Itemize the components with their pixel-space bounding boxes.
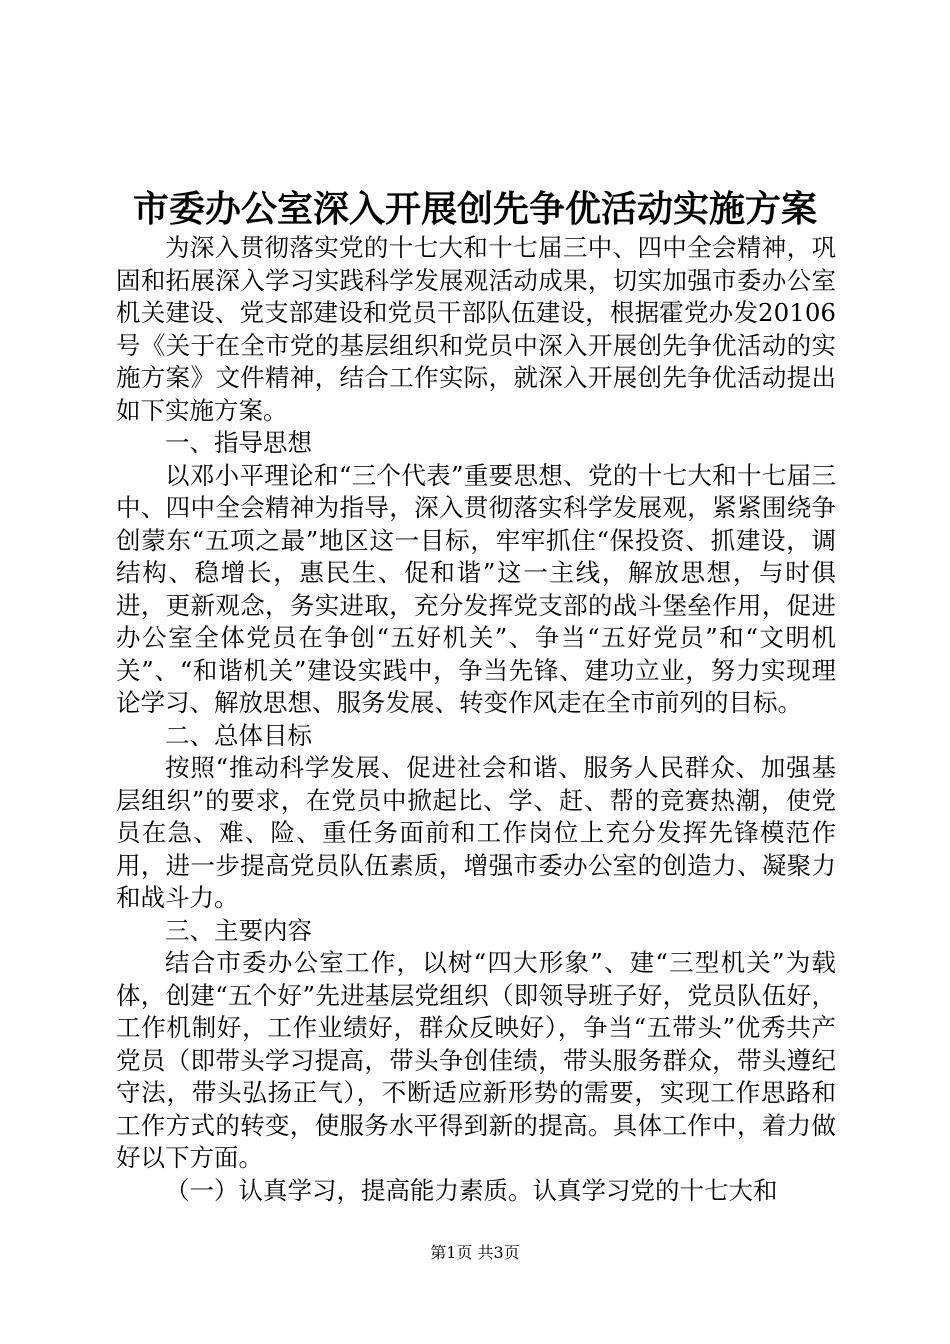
section-paragraph-guiding-ideology: 以邓小平理论和“三个代表”重要思想、党的十七大和十七届三中、四中全会精神为指导，深入贯彻落实科学发展观，紧紧围绕争创蒙东“五项之最”地区这一目标，牢牢抓住“保投资、抓建设，调结构、稳增长，惠民生、促和谐”这一主线，解放思想，与时俱进，更新观念，务实进取，充分发挥党支部的战斗堡垒作用，促进办公室全体党员在争创“五好机关”、争当“五好党员”和“文明机关”、“和谐机关”建设实践中，争当先锋、建功立业，努力实现理论学习、解放思想、服务发展、转变作风走在全市前列的目标。	[116, 460, 836, 717]
document-body	[116, 232, 836, 1207]
section-paragraph-main-content: 结合市委办公室工作，以树“四大形象”、建“三型机关”为载体，创建“五个好”先进基层党组织（即领导班子好，党员队伍好，工作机制好，工作业绩好，群众反映好），争当“五带头”优秀共产党员（即带头学习提高，带头争创佳绩，带头服务群众，带头遵纪守法，带头弘扬正气），不断适应新形势的需要，实现工作思路和工作方式的转变，使服务水平得到新的提高。具体工作中，着力做好以下方面。	[116, 948, 836, 1172]
section-heading-guiding-ideology: 一、指导思想	[165, 428, 312, 457]
subsection-paragraph-study: （一）认真学习，提高能力素质。认真学习党的十七大和	[165, 1175, 778, 1205]
section-heading-main-content: 三、主要内容	[165, 915, 312, 945]
intro-paragraph: 为深入贯彻落实党的十七大和十七届三中、四中全会精神，巩固和拓展深入学习实践科学发展观活动成果，切实加强市委办公室机关建设、党支部建设和党员干部队伍建设，根据霍党办发20106号《关于在全市党的基层组织和党员中深入开展创先争优活动的实施方案》文件精神，结合工作实际，就深入开展创先争优活动提出如下实施方案。	[116, 233, 836, 425]
document-title: 市委办公室深入开展创先争优活动实施方案	[132, 188, 817, 230]
section-paragraph-overall-goal: 按照“推动科学发展、促进社会和谐、服务人民群众、加强基层组织”的要求，在党员中掀起比、学、赶、帮的竞赛热潮，使党员在急、难、险、重任务面前和工作岗位上充分发挥先锋模范作用，进一步提高党员队伍素质，增强市委办公室的创造力、凝聚力和战斗力。	[116, 753, 836, 912]
section-heading-overall-goal: 二、总体目标	[165, 720, 312, 750]
page-footer: 第1页 共3页	[430, 1243, 520, 1262]
